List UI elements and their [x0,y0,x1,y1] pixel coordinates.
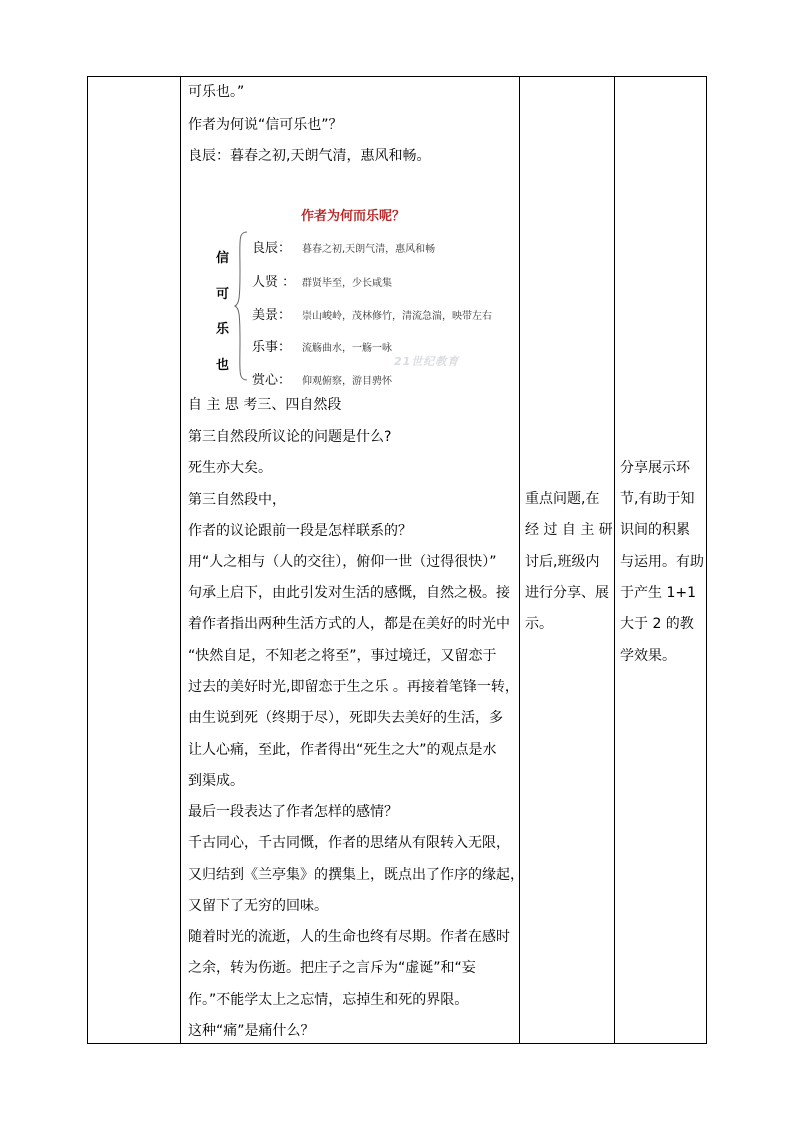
question-line: 作者的议论跟前一段是怎样联系的？ [188,523,412,539]
text-line: 可乐也。” [188,84,245,100]
text-line: 又留下了无穷的回味。 [188,898,328,914]
text-line: 用“人之相与（人的交往），俯仰一世（过得很快）” [188,554,497,570]
question-line: 最后一段表达了作者怎样的感情？ [188,804,398,820]
col3-line: 重点问题,在 [525,491,600,507]
text-line: 着作者指出两种生活方式的人，都是在美好的时光中 [188,616,510,632]
text-line: 由生说到死（终期于尽），死即失去美好的生活，多 [188,710,503,726]
answer-line: 死生亦大矣。 [188,460,272,476]
figure-row-label: 赏心： [252,373,292,388]
section-heading: 自 主 思 考三、四自然段 [188,397,342,413]
figure-row-desc: 流觞曲水，一觞一咏 [302,343,392,354]
figure-title: 作者为何而乐呢？ [300,209,405,224]
figure-row-label: 美景： [252,308,292,323]
text-line: 千古同心，千古同慨，作者的思绪从有限转入无限， [188,835,510,851]
figure-row-label: 人贤 ： [252,275,296,290]
col4-line: 大于 2 的教 [620,616,694,632]
figure-row-desc: 崇山峻岭，茂林修竹，清流急湍，映带左右 [302,311,492,322]
vertical-char: 也 [216,358,230,373]
text-line: 过去的美好时光,即留恋于生之乐 。再接着笔锋一转， [188,679,519,695]
text-line: 到渠成。 [188,773,244,789]
text-line: 随着时光的流逝，人的生命也终有尽期。作者在感时 [188,929,510,945]
col4-line: 识间的积累 [620,522,690,538]
brace-icon [234,231,248,381]
text-line: 句承上启下，由此引发对生活的感慨，自然之极。接 [188,585,510,601]
question-line: 这种“痛”是痛什么？ [188,1023,315,1039]
lesson-table [87,76,707,1044]
text-line: 之余，转为伤逝。把庄子之言斥为“虚诞”和“妄 [188,960,476,976]
col4-line: 学效果。 [620,648,676,664]
text-line: “快然自足，不知老之将至”，事过境迁，又留恋于 [188,648,497,664]
column-divider [180,77,181,1043]
col3-line: 示。 [525,616,553,632]
question-line: 作者为何说“信可乐也”？ [188,117,343,133]
col4-line: 分享展示环 [620,460,690,476]
text-line: 作。”不能学太上之忘情，忘掉生和死的界限。 [188,992,469,1008]
vertical-char: 可 [216,287,230,302]
text-line: 又归结到《兰亭集》的撰集上，既点出了作序的缘起， [188,867,524,883]
col4-line: 与运用。有助 [620,554,704,570]
col3-line: 经 过 自 主 研 [525,522,613,538]
text-line: 良辰：暮春之初,天朗气清，惠风和畅。 [188,148,431,164]
vertical-char: 乐 [216,322,230,337]
question-line: 第三自然段所议论的问题是什么? [188,429,392,445]
figure-row-label: 良辰： [252,241,292,256]
column-divider [614,77,615,1043]
figure-row-desc: 仰观俯察，游目骋怀 [302,376,392,387]
figure-row-desc: 群贤毕至，少长咸集 [302,278,392,289]
col4-line: 节,有助于知 [620,491,695,507]
slide-figure [188,205,518,387]
vertical-char: 信 [216,251,230,266]
figure-row-desc: 暮春之初,天朗气清，惠风和畅 [302,244,436,255]
col3-line: 进行分享、展 [525,585,609,601]
col4-line: 于产生 1+1 [620,585,696,601]
col3-line: 讨后,班级内 [525,554,600,570]
watermark-logo: 21世纪教育 [394,355,460,368]
text-line: 第三自然段中， [188,492,286,508]
text-line: 让人心痛，至此，作者得出“死生之大”的观点是水 [188,742,497,758]
figure-row-label: 乐事： [252,340,292,355]
